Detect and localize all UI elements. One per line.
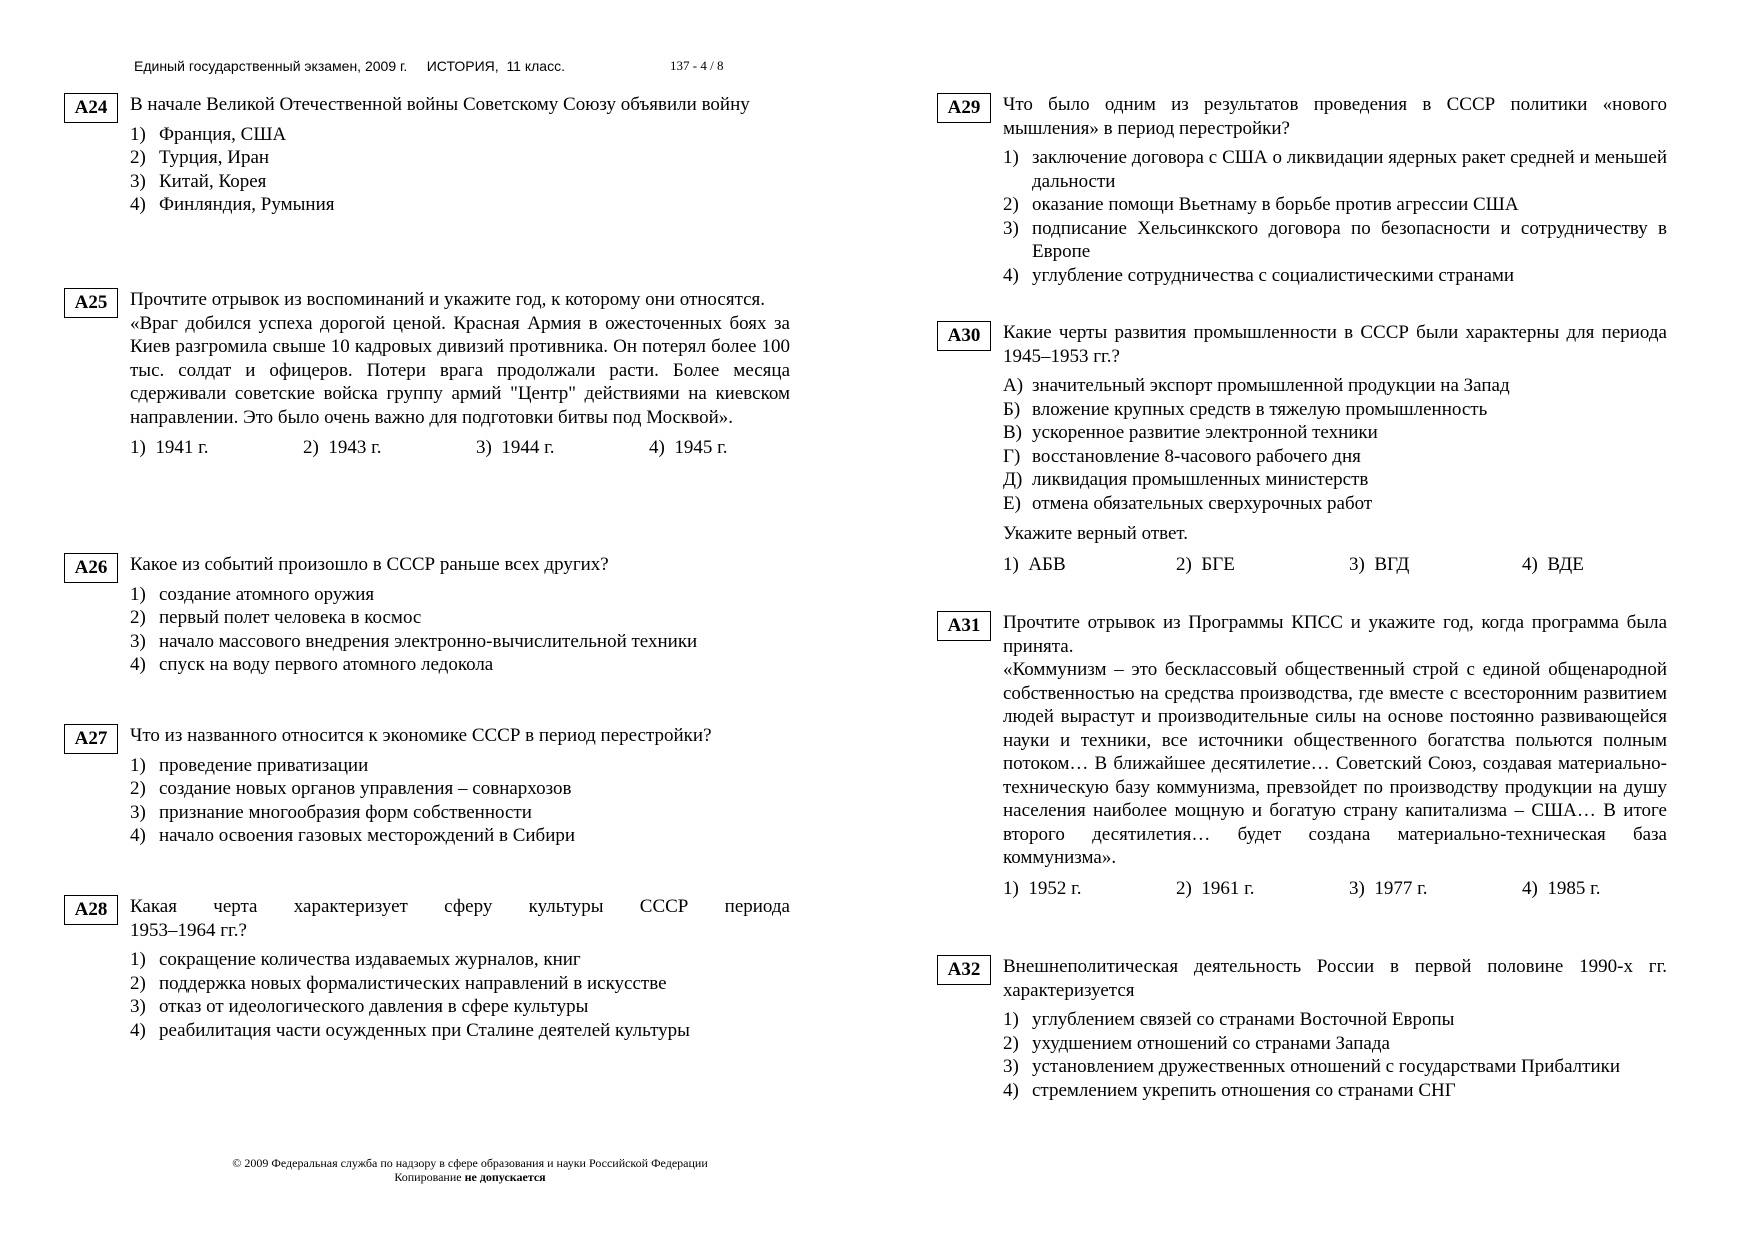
quote: «Враг добился успеха дорогой ценой. Красная Армия в ожесточенных боях за Киев разгромила свыше 10 кадровых дивизий противника. Он потерял более 100 тыс. солдат и офицеров. Потери врага продолжали расти. Более месяца сдерживали советские войска группу армий "Центр" действиями на киевском направлении. Это было очень важно для подготовки битвы под Москвой».	[130, 312, 790, 428]
option-3: 3) отказ от идеологического давления в сфере культуры	[130, 996, 589, 1017]
option-1: 1) углублением связей со странами Восточной Европы	[1003, 1009, 1455, 1030]
question-text: Прочтите отрывок из Программы КПСС и укажите год, когда программа была принята.	[1003, 612, 1667, 657]
option-3: 3) подписание Хельсинкского договора по безопасности и сотрудничеству в Европе	[1003, 217, 1667, 262]
answer-4: 4) 1985 г.	[1522, 877, 1601, 899]
answer-1: 1) 1952 г.	[1003, 877, 1082, 899]
answer-2: 2) БГЕ	[1176, 553, 1235, 575]
option-2: 2) поддержка новых формалистических направлений в искусстве	[130, 972, 667, 994]
option-2: 2) создание новых органов управления – совнархозов	[130, 778, 572, 799]
question-text: Что из названного относится к экономике СССР в период перестройки?	[130, 725, 712, 746]
question-text: В начале Великой Отечественной войны Советскому Союзу объявили войну	[130, 94, 750, 115]
option-2: 2) оказание помощи Вьетнаму в борьбе против агрессии США	[1003, 194, 1519, 215]
copy-notice: Копирование не допускается	[394, 1170, 546, 1184]
question-label: А30	[937, 321, 991, 351]
subject: ИСТОРИЯ,	[426, 58, 499, 74]
question-label: А31	[937, 611, 991, 641]
question-text: Какое из событий произошло в СССР раньше всех других?	[130, 554, 609, 575]
option-4: 4) стремлением укрепить отношения со странами СНГ	[1003, 1079, 1456, 1101]
option-4: 4) спуск на воду первого атомного ледокола	[130, 654, 494, 675]
item-a: А) значительный экспорт промышленной продукции на Запад	[1003, 375, 1510, 396]
option-3: 3) признание многообразия форм собственности	[130, 801, 532, 823]
answer-3: 3) 1977 г.	[1349, 877, 1428, 899]
answer-1: 1) 1941 г.	[130, 437, 209, 458]
item-v: В) ускоренное развитие электронной техники	[1003, 422, 1378, 443]
answer-row	[1003, 553, 1667, 577]
answer-row	[1003, 877, 1667, 901]
answer-3: 3) 1944 г.	[476, 437, 555, 458]
option-2: 2) первый полет человека в космос	[130, 607, 422, 628]
option-4: 4) реабилитация части осужденных при Сталине деятелей культуры	[130, 1019, 690, 1041]
question-label: А29	[937, 93, 991, 123]
option-1: 1) создание атомного оружия	[130, 583, 375, 605]
option-4: 4) углубление сотрудничества с социалистическими странами	[1003, 264, 1515, 286]
question-text-line2: 1953–1964 гг.?	[130, 919, 247, 941]
question-text: Внешнеполитическая деятельность России в первой половине 1990-х гг. характеризуется	[1003, 956, 1667, 1001]
option-4: 4) начало освоения газовых месторождений в Сибири	[130, 825, 576, 846]
question-text: Прочтите отрывок из воспоминаний и укажите год, к которому они относятся.	[130, 289, 766, 310]
option-2: 2) ухудшением отношений со странами Запада	[1003, 1032, 1390, 1054]
quote: «Коммунизм – это бесклассовый общественный строй с единой общенародной собственностью на средства производства, где вместе с всесторонним развитием людей вырастут и производительные силы на основе постоянно развивающейся науки и техники, все источники общественного богатства польются полным потоком… В ближайшее десятилетие… Советский Союз, создавая материально-техническую базу коммунизма, превзойдет по производству продукции на душу населения наиболее мощную и богатую страну капитализма – США… В итоге второго десятилетия… будет создана материально-техническая база коммунизма».	[1003, 659, 1667, 868]
option-1: 1) Франция, США	[130, 123, 287, 145]
item-g: Г) восстановление 8-часового рабочего дня	[1003, 445, 1361, 467]
item-d: Д) ликвидация промышленных министерств	[1003, 469, 1369, 490]
exam-title: Единый государственный экзамен, 2009 г.	[134, 58, 408, 74]
answer-2: 2) 1943 г.	[303, 437, 382, 458]
option-1: 1) сокращение количества издаваемых журналов, книг	[130, 949, 581, 970]
grade: 11 класс.	[506, 58, 565, 74]
answer-1: 1) АБВ	[1003, 553, 1066, 575]
page-number: 137 - 4 / 8	[670, 58, 724, 73]
answer-4: 4) 1945 г.	[649, 437, 728, 458]
answer-4: 4) ВДЕ	[1522, 553, 1584, 575]
option-3: 3) Китай, Корея	[130, 170, 267, 192]
question-label: А24	[64, 93, 118, 123]
footer	[120, 1156, 820, 1184]
question-label: А26	[64, 553, 118, 583]
question-text: Какие черты развития промышленности в СССР были характерны для периода 1945–1953 гг.?	[1003, 322, 1667, 367]
question-label: А27	[64, 724, 118, 754]
question-text: Что было одним из результатов проведения в СССР политики «нового мышления» в период перестройки?	[1003, 94, 1667, 139]
copyright: © 2009 Федеральная служба по надзору в сфере образования и науки Российской Федерации	[232, 1156, 708, 1170]
option-4: 4) Финляндия, Румыния	[130, 194, 335, 215]
question-label: А32	[937, 955, 991, 985]
instruction: Укажите верный ответ.	[1003, 523, 1189, 544]
option-3: 3) установлением дружественных отношений с государствами Прибалтики	[1003, 1056, 1621, 1077]
option-3: 3) начало массового внедрения электронно-вычислительной техники	[130, 630, 698, 652]
question-label: А28	[64, 895, 118, 925]
option-1: 1) проведение приватизации	[130, 754, 369, 776]
item-b: Б) вложение крупных средств в тяжелую промышленность	[1003, 398, 1488, 420]
item-e: Е) отмена обязательных сверхурочных работ	[1003, 492, 1373, 514]
page-header	[134, 58, 724, 74]
answer-row	[130, 436, 790, 460]
option-1: 1) заключение договора с США о ликвидации ядерных ракет средней и меньшей дальности	[1003, 147, 1667, 192]
question-text-line1: Какая черта характеризует сферу культуры СССР периода	[130, 896, 790, 917]
answer-3: 3) ВГД	[1349, 553, 1410, 575]
question-label: А25	[64, 288, 118, 318]
answer-2: 2) 1961 г.	[1176, 877, 1255, 899]
option-2: 2) Турция, Иран	[130, 147, 270, 168]
